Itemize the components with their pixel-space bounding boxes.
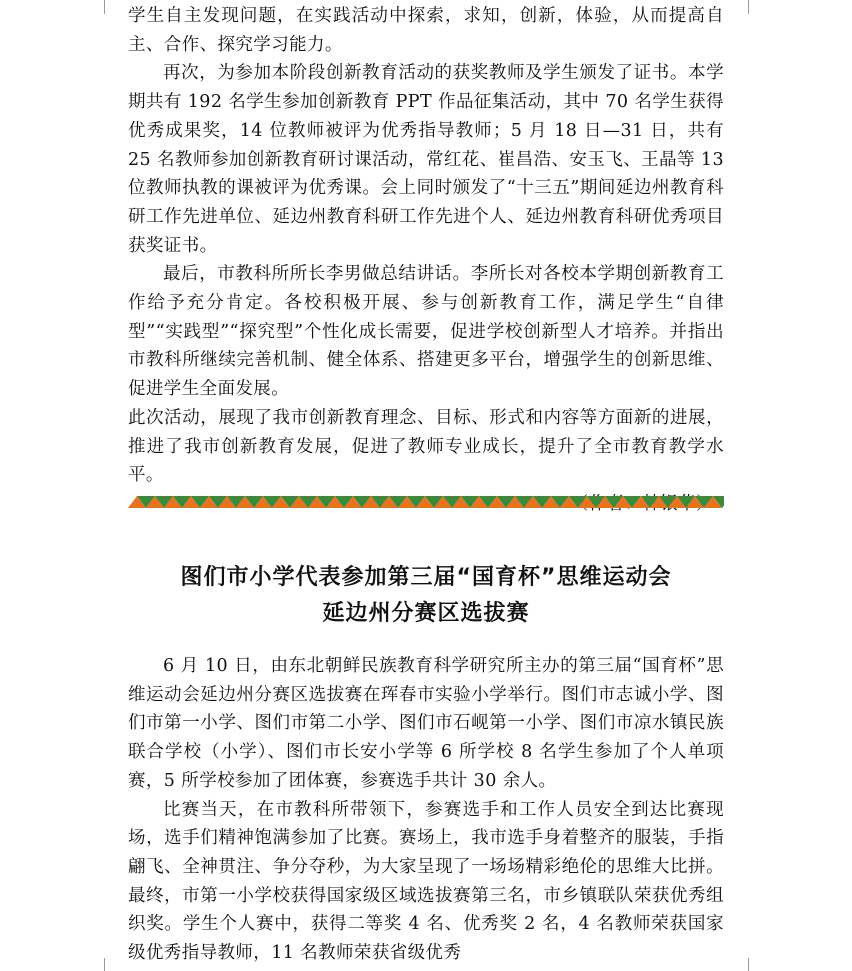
page-corner-mark	[104, 958, 105, 971]
paragraph: 6 月 10 日，由东北朝鲜民族教育科学研究所主办的第三届“国育杯”思维运动会延边州分赛区选拔赛在珲春市实验小学举行。图们市志诚小学、图们市第一小学、图们市第二小学、图们市石岘第一小学、图们市凉水镇民族联合学校（小学）、图们市长安小学等 6 所学校 8 名学生参加了个人单项赛，5 所学校参加了团体赛，参赛选手共计 30 余人。	[128, 656, 724, 791]
page-corner-mark	[104, 0, 105, 14]
page-corner-mark	[748, 958, 749, 971]
article-continued	[128, 2, 724, 519]
title-line: 图们市小学代表参加第三届“国育杯”思维运动会	[180, 565, 672, 590]
article-body	[128, 652, 724, 968]
paragraph: 最后，市教科所所长李男做总结讲话。李所长对各校本学期创新教育工作给予充分肯定。各校积极开展、参与创新教育工作，满足学生“自律型”“实践型”“探究型”个性化成长需要，促进学校创新型人才培养。并指出市教科所继续完善机制、健全体系、搭建更多平台，增强学生的创新思维、促进学生全面发展。	[128, 264, 724, 400]
title-line: 延边州分赛区选拔赛	[322, 601, 530, 626]
decorative-divider	[128, 494, 724, 508]
paragraph: 比赛当天，在市教科所带领下，参赛选手和工作人员安全到达比赛现场，选手们精神饱满参加了比赛。赛场上，我市选手身着整齐的服装，手指翩飞、全神贯注、争分夺秒，为大家呈现了一场场精彩绝伦的思维大比拼。最终，市第一小学校获得国家级区域选拔赛第三名，市乡镇联队荣获优秀组织奖。学生个人赛中，获得二等奖 4 名、优秀奖 2 名，4 名教师荣获国家级优秀指导教师，11 名教师荣获省级优秀	[128, 799, 724, 964]
article-title	[100, 560, 752, 632]
page-corner-mark	[748, 0, 749, 14]
paragraph: 学生自主发现问题，在实践活动中探索，求知，创新，体验，从而提高自主、合作、探究学习能力。	[128, 6, 724, 55]
paragraph: 此次活动，展现了我市创新教育理念、目标、形式和内容等方面新的进展，推进了我市创新教育发展，促进了教师专业成长，提升了全市教育教学水平。	[128, 407, 724, 486]
paragraph: 再次，为参加本阶段创新教育活动的获奖教师及学生颁发了证书。本学期共有 192 名学生参加创新教育 PPT 作品征集活动，其中 70 名学生获得优秀成果奖，14 位教师被评为优秀指导教师；5 月 18 日—31 日，共有 25 名教师参加创新教育研讨课活动，常红花、崔昌浩、安玉飞、王晶等 13 位教师执教的课被评为优秀课。会上同时颁发了“十三五”期间延边州教育科研工作先进单位、延边州教育科研工作先进个人、延边州教育科研优秀项目获奖证书。	[128, 63, 724, 256]
